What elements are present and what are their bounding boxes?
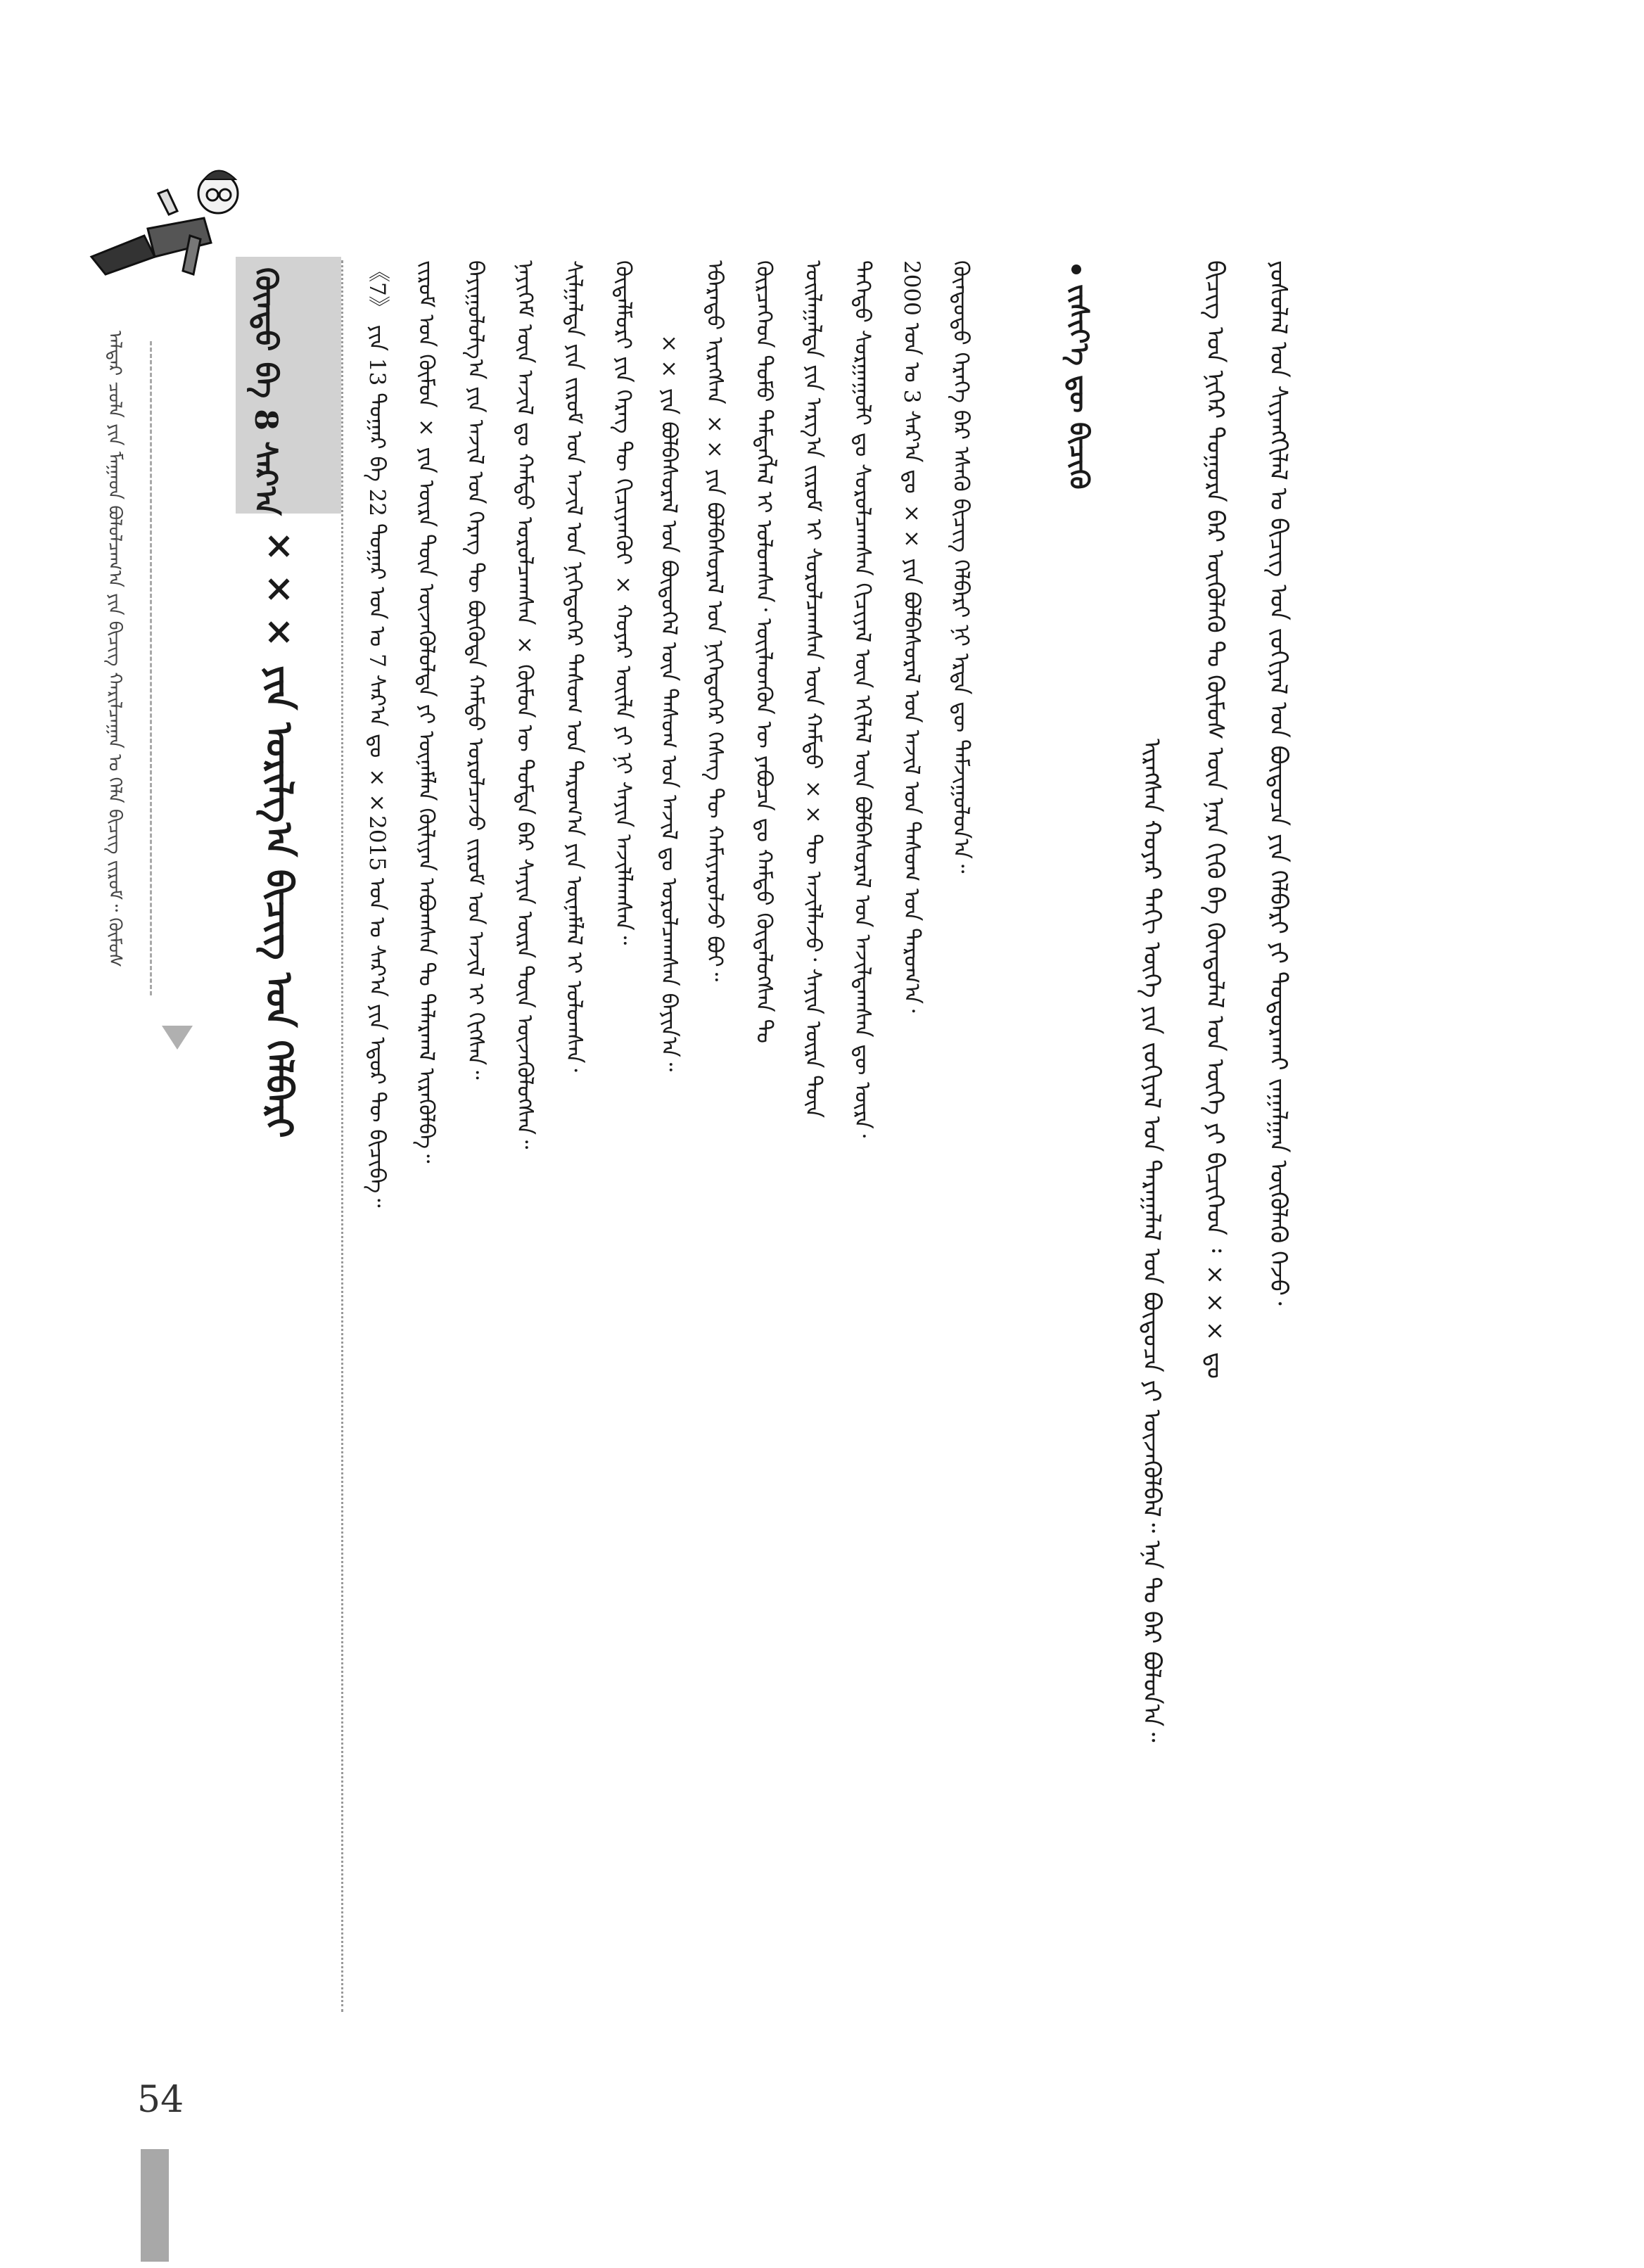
example-line: ᠵᠢᠷᠤᠮ ᠤᠨ ᠬᠥᠮᠦᠨ × ᠶᠢᠨ ᠦᠷᠡ ᠳᠦᠨ ᠦᠵᠡᠭᠦᠯᠦᠯᠲᠡ ᠶᠢ ᠦᠨᠡᠮᠯᠡᠨ ᠬᠦᠯᠢᠶᠡᠨ ᠠᠪᠤᠭᠰᠠᠨ ᠲᠤ ᠲᠠᠯᠠᠷᠬᠠᠯ ᠢᠷᠡᠭᠦᠯᠪᠡ᠃ <box>414 260 439 1164</box>
example-line: ᠳᠡᠭᠡᠳᠦ ᠰᠤᠷᠭᠠᠭᠤᠯᠢ ᠳᠤ ᠰᠤᠷᠤᠯᠴᠠᠭᠰᠠᠨ ᠬᠢᠴᠢᠶᠡᠯ ᠦᠨ ᠡᠬᠢᠯᠡᠯ ᠦᠨ ᠪᠣᠯᠪᠠᠰᠤᠷᠠᠯ ᠤᠨ ᠠᠵᠢᠯᠳᠠᠭᠰᠠᠨ ᠳᠦ ᠦᠷᠡ᠂ <box>850 260 875 1138</box>
example-line: ᠬᠦᠨᠳᠦᠲᠦ ᠭᠡᠷᠡᠭᠡ ᠪᠠᠷ ᠡᠰᠡᠬᠦ ᠪᠢᠴᠢᠭ ᠬᠡᠯᠪᠡᠷᠢ ᠨᠢ ᠡᠷᠲᠡ ᠳᠦ ᠳᠠᠮᠵᠢᠭᠤᠯᠤᠨ᠎ᠠ᠃ <box>948 260 974 874</box>
example-dotted-rule <box>341 260 343 2012</box>
example-line: ᠬᠥᠳᠡᠯᠮᠦᠷᠢ ᠶᠢᠨ ᠬᠡᠷᠡᠭ ᠲᠦ ᠬᠢᠴᠢᠶᠡᠨᠭᠦᠢ × ᠬᠣᠶᠠᠷ ᠦᠢᠯᠡ ᠶᠢ ᠨᠢ ᠰᠠᠶᠢᠨ ᠠᠵᠢᠯᠯᠠᠭᠰᠠᠨ᠃ <box>611 260 636 945</box>
example-line: 《7》 ᠶᠢᠨ 13 ᠳᠤᠭᠠᠷ ᠪᠠ 22 ᠳᠤᠭᠠᠷ ᠣᠨ ᠤ 7 ᠰᠠᠷ᠎ᠠ ᠳᠤ ××2015 ᠣᠨ ᠤ ᠰᠠᠷ᠎ᠠ ᠶᠢᠨ ᠡᠳᠦᠷ ᠲᠦ ᠪᠢᠴᠢᠪᠡ᠃ <box>364 260 390 1208</box>
example-line: ᠣᠢᠯᠠᠭᠠᠯᠲᠠ ᠶᠢᠨ ᠠᠷᠭ᠎ᠠ ᠵᠢᠷᠤᠮ ᠢ ᠰᠤᠷᠤᠯᠴᠠᠭᠰᠠᠨ ᠦᠨ ᠬᠠᠮᠲᠤ ×× ᠲᠦ ᠠᠵᠢᠯᠯᠠᠵᠤ᠂ ᠰᠠᠶᠢᠨ ᠦᠷᠡ ᠳᠦᠨ <box>801 260 826 1119</box>
example-line: ᠡᠪᠡᠷᠡᠳᠦ ᠢᠷᠡᠭᠰᠡᠨ ×× ᠶᠢᠨ ᠪᠣᠯᠪᠠᠰᠤᠷᠠᠯ ᠤᠨ ᠨᠢᠭᠡᠳᠦᠭᠡᠷ ᠬᠡᠰᠡᠭ ᠲᠦ ᠬᠠᠮᠢᠶᠠᠷᠤᠯᠵᠤ ᠪᠤᠢ᠃ <box>702 260 727 982</box>
example-line: ᠪᠠᠶᠢᠭᠤᠯᠤᠯᠭ᠎ᠠ ᠶᠢᠨ ᠠᠵᠢᠯ ᠤᠨ ᠬᠡᠷᠡᠭ ᠲᠦ ᠪᠦᠭᠦᠳᠡ ᠬᠠᠮᠲᠤ ᠣᠷᠣᠯᠴᠠᠵᠤ ᠵᠢᠷᠤᠮ ᠤᠨ ᠠᠵᠢᠯ ᠢ ᠬᠢᠭᠰᠡᠨ᠃ <box>463 260 488 1080</box>
example-box-label: ᠬᠦᠨᠳᠦ ᠪᠠ 8 ᠰᠠᠷ᠎ᠠ <box>248 267 283 516</box>
example-line: ×× ᠶᠢᠨ ᠪᠣᠯᠪᠠᠰᠤᠷᠠᠯ ᠤᠨ ᠪᠦᠲᠦᠭᠡᠯ ᠦᠨ ᠲᠠᠰᠤᠭ ᠤᠨ ᠠᠵᠢᠯ ᠳᠤ ᠣᠷᠣᠯᠴᠠᠭᠰᠠᠨ ᠪᠠᠶᠢᠨ᠎ᠠ᠃ <box>656 331 682 1072</box>
header-triangle-marker <box>162 1026 193 1050</box>
header-dashed-rule <box>150 341 152 995</box>
example-line: 2000 ᠣᠨ ᠤ 3 ᠰᠠᠷ᠎ᠠ ᠳᠤ ×× ᠶᠢᠨ ᠪᠣᠯᠪᠠᠰᠤᠷᠠᠯ ᠤᠨ ᠠᠵᠢᠯ ᠤᠨ ᠲᠠᠰᠤᠭ ᠤᠨ ᠳᠠᠷᠤᠭ᠎ᠠ᠂ <box>899 260 924 1013</box>
page-number: 54 <box>137 2079 184 2121</box>
intro-line: ᠶᠣᠰᠣᠯᠠᠯ ᠤᠨ ᠰᠢᠶᠠᠩᠬᠢᠯᠠᠯ ᠤ ᠪᠢᠴᠢᠭ ᠤᠨ ᠵᠣᠬᠢᠶᠠᠯ ᠤᠨ ᠪᠦᠲᠦᠴᠡ ᠶᠢᠨ ᠬᠡᠯᠪᠡᠷᠢ ᠶᠢ ᠲᠣᠳᠤᠷᠬᠠᠶ ᠵᠠᠭᠠᠯᠭᠠᠨ ᠦᠭᠦᠯᠡᠬᠦ ᠭᠡᠵᠦ᠂ <box>1264 260 1292 1306</box>
cartoon-mascot-illustration <box>77 151 246 292</box>
page-edge-bar <box>141 2149 169 2262</box>
example-line: ᠬᠦᠷᠴᠡᠭᠡᠳ ᠲᠣᠮᠣ ᠲᠡᠮᠳᠡᠭᠯᠡᠯ ᠢ ᠣᠯᠤᠭᠰᠠᠨ᠂ ᠦᠢᠯᠡᠳᠬᠦᠨ ᠦ ᠶᠠᠪᠤᠴᠠ ᠳᠤ ᠬᠠᠮᠲᠤ ᠬᠥᠳᠡᠯᠦᠭᠰᠡᠨ ᠲᠤ <box>751 260 777 1043</box>
bullet-icon <box>1071 265 1081 274</box>
intro-line: ᠢᠷᠡᠭᠰᠡᠨ ᠬᠣᠶᠠᠷ ᠳᠠᠬᠢ ᠦᠭᠡ ᠶᠢᠨ ᠵᠣᠬᠢᠶᠠᠯ ᠤᠨ ᠳᠠᠷᠠᠭᠠᠯᠠᠯ ᠤᠨ ᠪᠦᠲᠦᠴᠡ ᠶᠢ ᠦᠵᠡᠭᠦᠯᠪᠡᠯ᠃ ᠡᠨᠡ ᠲᠤ ᠪᠠᠷ ᠪᠣᠯᠣᠨ᠎ᠠ᠃ <box>1138 739 1166 1743</box>
running-header: ᠠᠯᠳᠠᠷ ᠴᠣᠯᠠ ᠶᠢᠨ ᠮᠠᠭᠠᠳ ᠪᠣᠯᠤᠯᠴᠠᠭ᠎ᠠ ᠶᠢᠨ ᠪᠢᠴᠢᠭ ᠬᠠᠷᠢᠯᠴᠠᠭᠠᠨ ᠤ ᠬᠡᠯᠡ ᠪᠢᠴᠢᠭ ᠵᠢᠷᠤᠮ᠃ ᠬᠥᠮᠦᠰ <box>104 331 125 968</box>
intro-line: ᠪᠢᠴᠢᠭ ᠤᠨ ᠨᠢᠭᠡᠷ ᠳᠣᠭᠤᠷᠠ ᠪᠠᠷ ᠦᠭᠦᠯᠡᠬᠦ ᠲᠤ ᠬᠥᠮᠦᠰ ᠦᠨ ᠨᠡᠷᠡ ᠬᠢᠬᠦ ᠪᠠ ᠬᠦᠨᠳᠦᠯᠡᠯ ᠤᠨ ᠦᠭᠡ ᠶᠢ ᠪᠢᠴᠢᠭᠡᠳ ᠄ ××× ᠳᠤ <box>1201 260 1229 1380</box>
example-title: ××× ᠶᠢᠨ ᠤᠷᠢᠯᠭ᠎ᠠ ᠪᠢᠴᠢᠭ ᠤᠨ ᠬᠡᠯᠪᠡᠷᠢ <box>257 524 300 1138</box>
section-heading-text: ᠵᠢᠱᠢᠶ᠎ᠡ ᠳᠦ ᠪᠢᠴᠢᠬᠦ <box>1064 284 1095 490</box>
section-heading <box>1064 264 1095 490</box>
example-line: ᠰᠢᠯᠭᠠᠯᠲᠠ ᠶᠢᠨ ᠵᠢᠷᠤᠮ ᠤᠨ ᠠᠵᠢᠯ ᠤᠨ ᠨᠢᠭᠡᠳᠦᠭᠡᠷ ᠲᠠᠰᠤᠭ ᠤᠨ ᠳᠠᠷᠤᠭ᠎ᠠ ᠶᠢᠨ ᠦᠨᠡᠮᠯᠡᠯ ᠢ ᠣᠯᠤᠭᠰᠠᠨ᠂ <box>561 260 587 1072</box>
example-line: ᠨᠡᠶᠢᠭᠡᠮ ᠦᠨ ᠠᠵᠢᠯ ᠳᠤ ᠬᠠᠮᠲᠤ ᠣᠷᠣᠯᠴᠠᠭᠰᠠᠨ × ᠬᠥᠮᠦᠨ ᠦ ᠳᠤᠮᠳᠠ ᠪᠠᠷ ᠰᠠᠶᠢᠨ ᠦᠷᠡ ᠳᠦᠨ ᠦᠵᠡᠭᠦᠯᠦᠭᠰᠡᠨ᠃ <box>512 260 537 1149</box>
